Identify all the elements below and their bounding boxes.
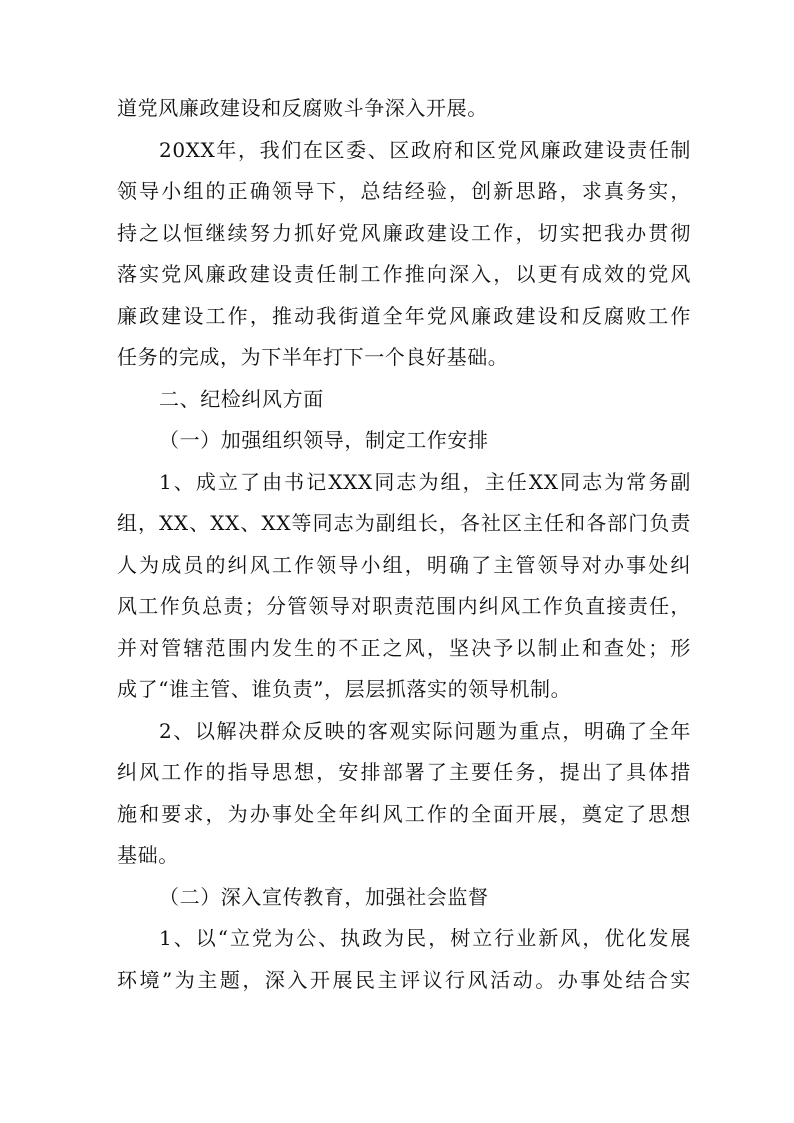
paragraph-line: 纠风工作的指导思想，安排部署了主要任务，提出了具体措 [117, 760, 691, 784]
paragraph-line: 环境”为主题，深入开展民主评议行风活动。办事处结合实 [117, 967, 691, 992]
paragraph-line: 人为成员的纠风工作领导小组，明确了主管领导对办事处纠 [117, 552, 691, 577]
paragraph-line: 廉政建设工作，推动我街道全年党风廉政建设和反腐败工作 [117, 303, 691, 328]
paragraph-line: 施和要求，为办事处全年纠风工作的全面开展，奠定了思想 [117, 801, 691, 826]
paragraph-line: 道党风廉政建设和反腐败斗争深入开展。 [117, 96, 488, 120]
subsection-heading: （一）加强组织领导，制定工作安排 [159, 428, 489, 452]
section-heading: 二、纪检纠风方面 [159, 386, 324, 411]
paragraph-line: 基础。 [117, 843, 179, 867]
document-body [117, 88, 691, 1001]
paragraph-line: 领导小组的正确领导下，总结经验，创新思路，求真务实， [117, 179, 691, 203]
paragraph-line: 成了“谁主管、谁负责”，层层抓落实的领导机制。 [117, 677, 572, 701]
paragraph-line: 1、以“立党为公、执政为民，树立行业新风，优化发展 [159, 926, 691, 950]
paragraph-line: 并对管辖范围内发生的不正之风，坚决予以制止和查处；形 [117, 635, 691, 660]
paragraph-line: 2、以解决群众反映的客观实际问题为重点，明确了全年 [159, 718, 691, 743]
paragraph-line: 20XX年，我们在区委、区政府和区党风廉政建设责任制 [159, 137, 691, 162]
paragraph-line: 1、成立了由书记XXX同志为组，主任XX同志为常务副 [159, 469, 691, 494]
paragraph-line: 风工作负总责；分管领导对职责范围内纠风工作负直接责任， [117, 594, 691, 618]
paragraph-line: 落实党风廉政建设责任制工作推向深入，以更有成效的党风 [117, 262, 691, 286]
paragraph-line: 持之以恒继续努力抓好党风廉政建设工作，切实把我办贯彻 [117, 220, 691, 245]
paragraph-line: 任务的完成，为下半年打下一个良好基础。 [117, 345, 509, 369]
subsection-heading: （二）深入宣传教育，加强社会监督 [159, 884, 489, 909]
paragraph-line: 组，XX、XX、XX等同志为副组长，各社区主任和各部门负责 [117, 511, 691, 535]
